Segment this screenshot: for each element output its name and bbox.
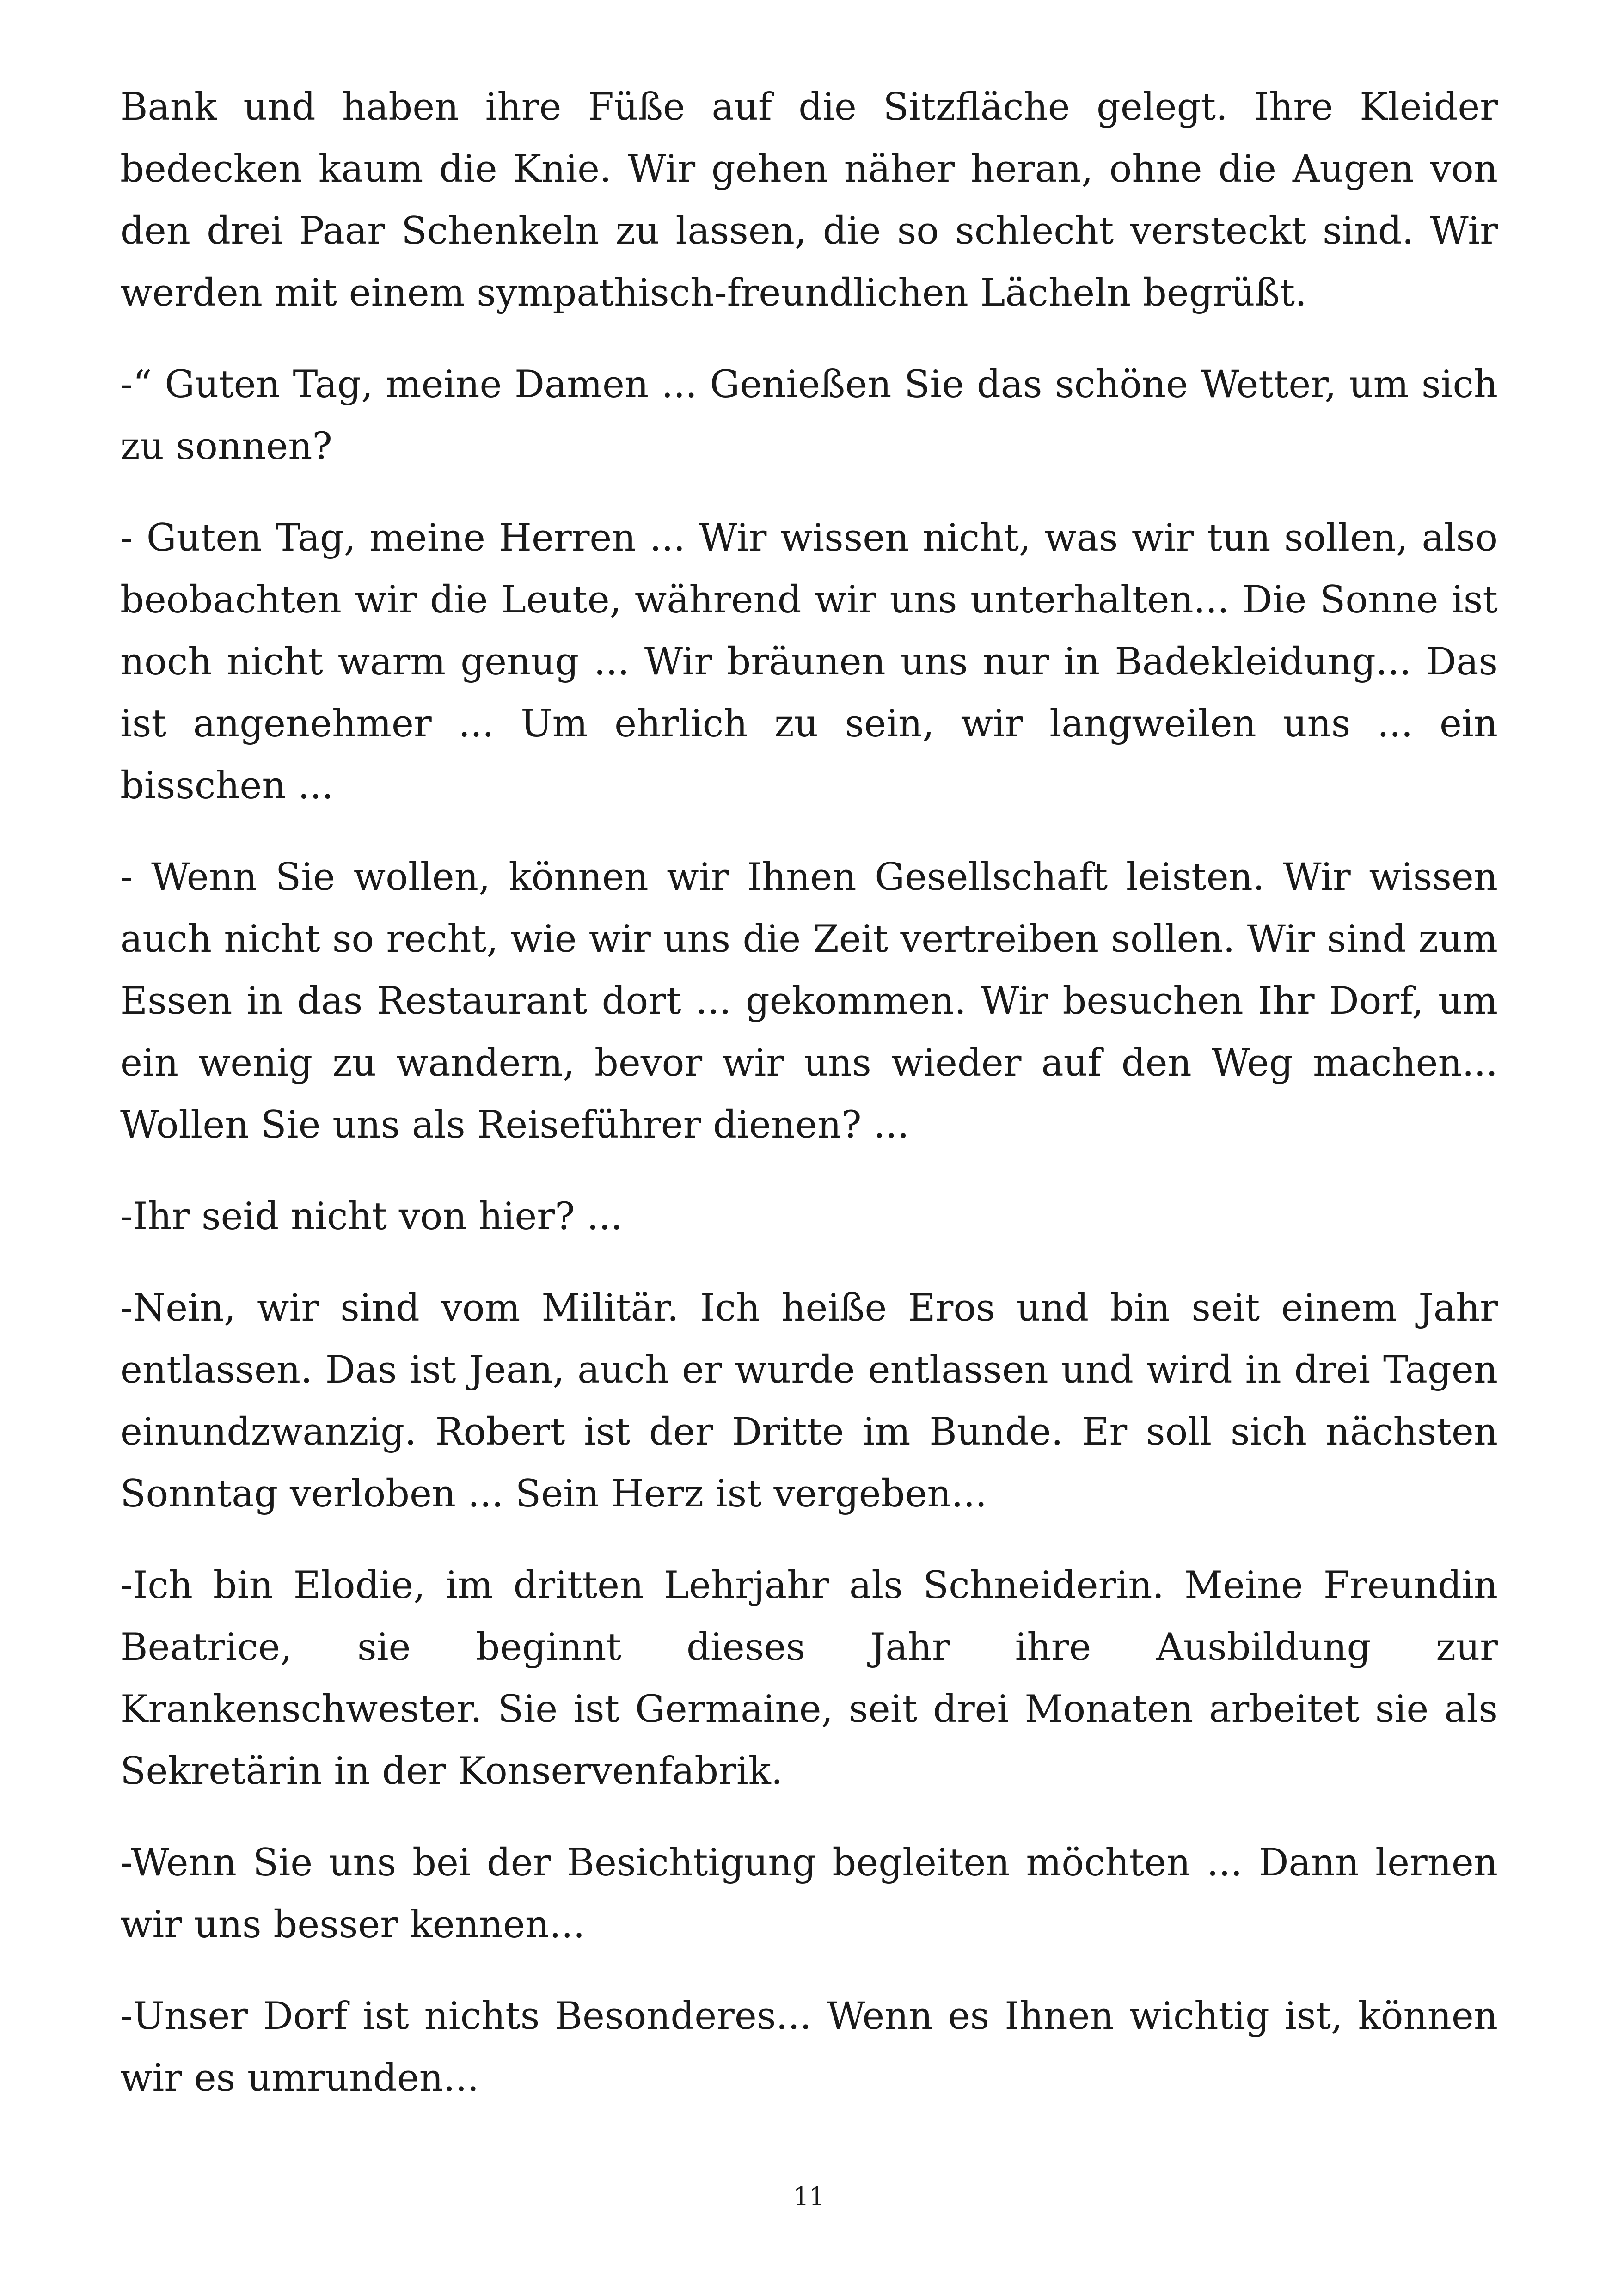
paragraph: -Nein, wir sind vom Militär. Ich heiße Eros und bin seit einem Jahr entlassen. Das ist Jean, auch er wurde entlassen und wird in drei Tagen einundzwanzig. Robert ist der Dritte im Bunde. Er soll sich nächsten Sonntag verloben ... Sein Herz ist vergeben...: [120, 1286, 1498, 1516]
page-number: 11: [793, 2182, 825, 2211]
paragraph: - Guten Tag, meine Herren ... Wir wissen nicht, was wir tun sollen, also beobachten wir die Leute, während wir uns unterhalten... Die Sonne ist noch nicht warm genug ... Wir bräunen uns nur in Badekleidung... Das ist angenehmer ... Um ehrlich zu sein, wir langweilen uns ... ein bisschen ...: [120, 516, 1498, 808]
paragraph: -Ihr seid nicht von hier? ...: [120, 1195, 623, 1238]
paragraph: - Wenn Sie wollen, können wir Ihnen Gesellschaft leisten. Wir wissen auch nicht so recht, wie wir uns die Zeit vertreiben sollen. Wir sind zum Essen in das Restaurant dort ... gekommen. Wir besuchen Ihr Dorf, um ein wenig zu wandern, bevor wir uns wieder auf den Weg machen... Wollen Sie uns als Reiseführer dienen? ...: [120, 856, 1498, 1147]
paragraph: -Unser Dorf ist nichts Besonderes... Wenn es Ihnen wichtig ist, können wir es umrunden...: [120, 1995, 1498, 2100]
paragraph: Bank und haben ihre Füße auf die Sitzfläche gelegt. Ihre Kleider bedecken kaum die Knie. Wir gehen näher heran, ohne die Augen von den drei Paar Schenkeln zu lassen, die so schlecht versteckt sind. Wir werden mit einem sympathisch-freundlichen Lächeln begrüßt.: [120, 86, 1498, 315]
body-text: [120, 76, 1498, 2139]
paragraph: -“ Guten Tag, meine Damen ... Genießen Sie das schöne Wetter, um sich zu sonnen?: [120, 363, 1498, 468]
paragraph: -Wenn Sie uns bei der Besichtigung begleiten möchten ... Dann lernen wir uns besser kennen...: [120, 1841, 1498, 1947]
paragraph: -Ich bin Elodie, im dritten Lehrjahr als Schneiderin. Meine Freundin Beatrice, sie beginnt dieses Jahr ihre Ausbildung zur Krankenschwester. Sie ist Germaine, seit drei Monaten arbeitet sie als Sekretärin in der Konservenfabrik.: [120, 1564, 1498, 1793]
